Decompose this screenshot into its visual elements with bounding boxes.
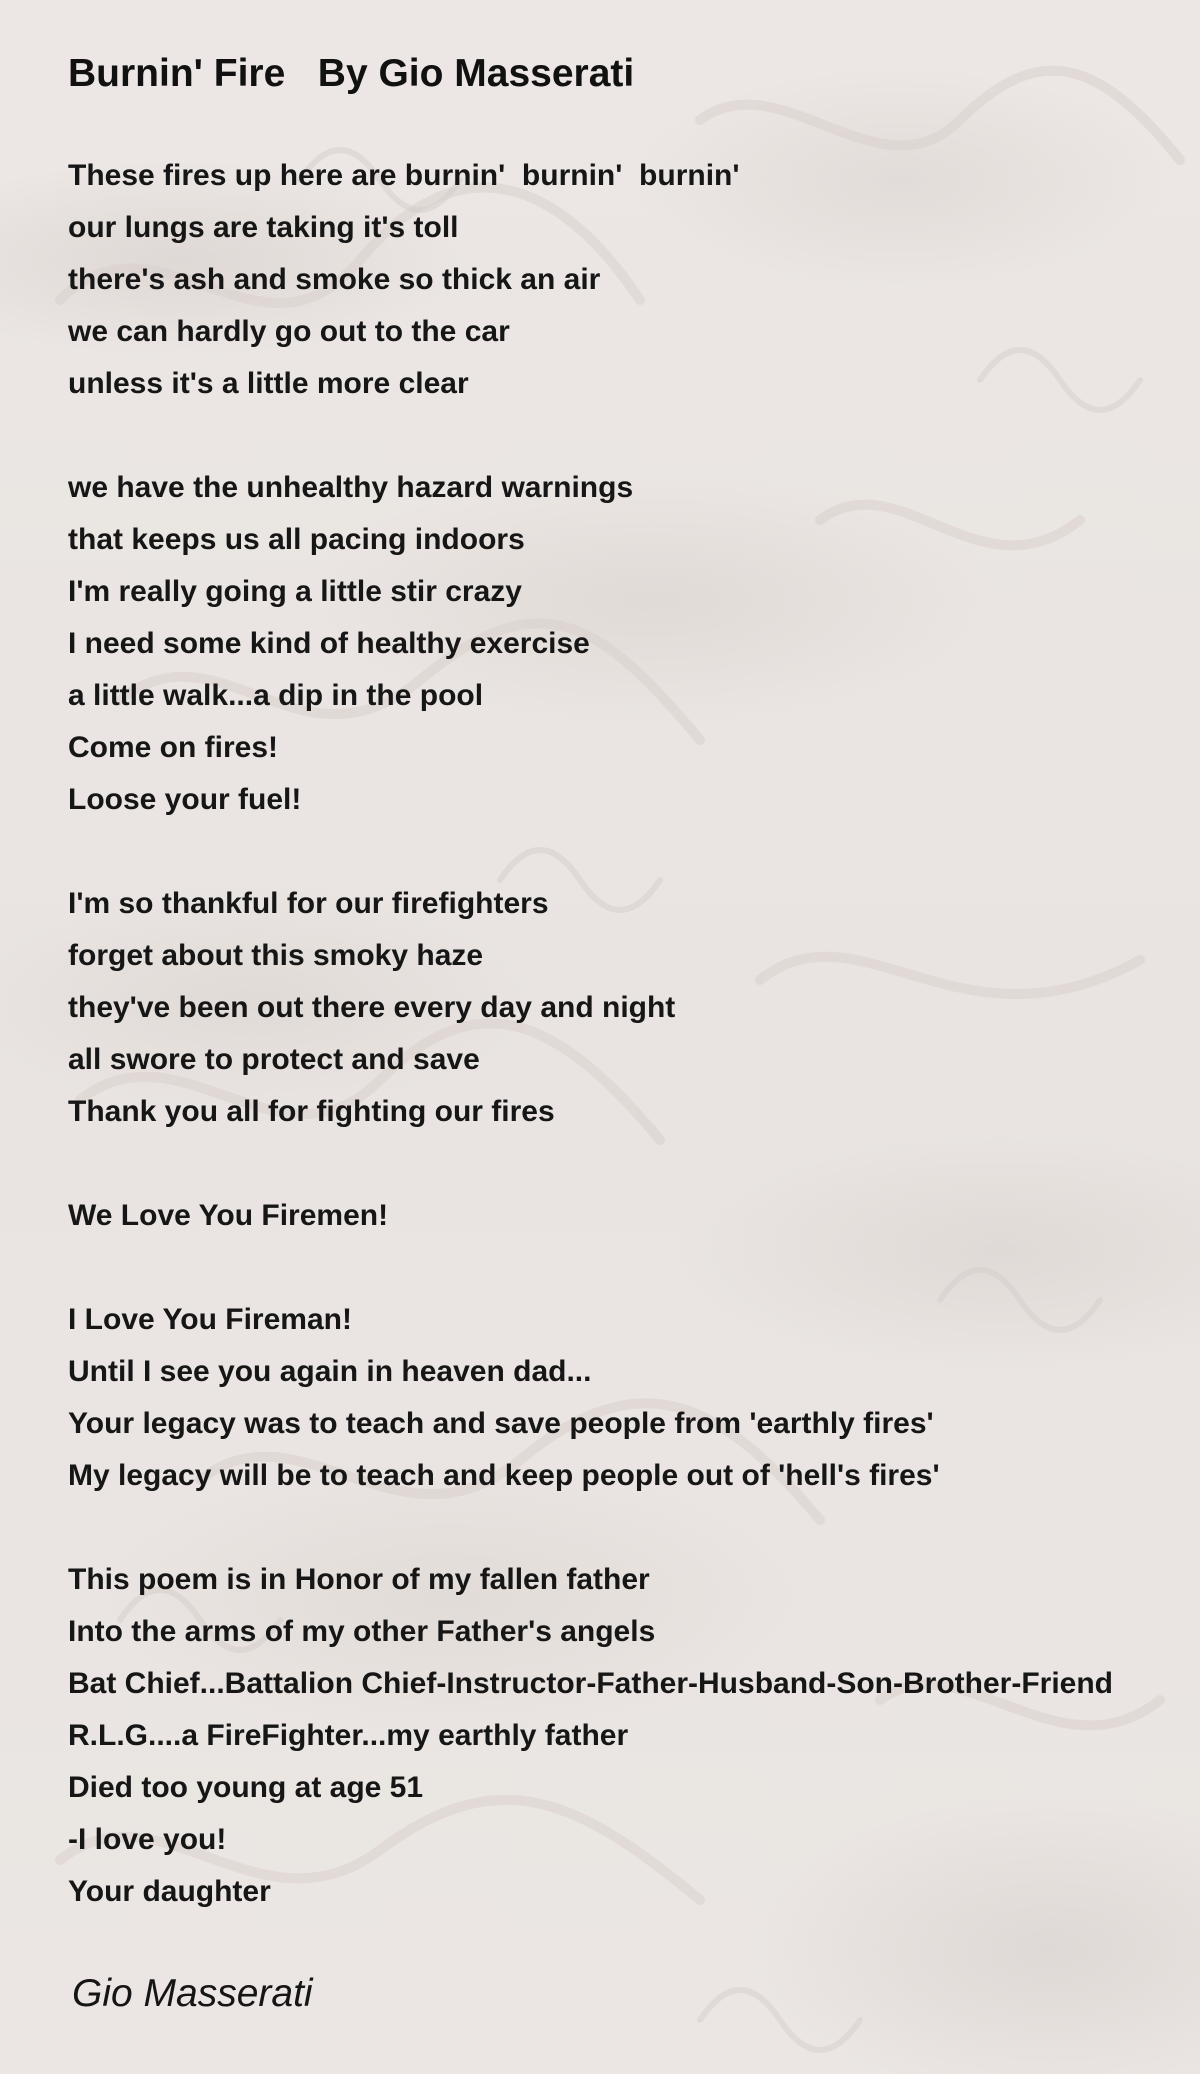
poem-line: We Love You Firemen! [68,1199,389,1232]
poem-line: I'm really going a little stir crazy [68,575,522,608]
poem-line: that keeps us all pacing indoors [68,523,525,556]
poem-line: they've been out there every day and night [68,991,676,1024]
poem-line: Died too young at age 51 [68,1771,424,1804]
poem-line: I Love You Fireman! [68,1303,352,1336]
author-signature: Gio Masserati [72,1972,313,2015]
poem-line: These fires up here are burnin' burnin' burnin' [68,159,740,192]
stanza [68,1554,1198,1918]
poem-body [68,150,1198,1970]
poem-line: Bat Chief...Battalion Chief-Instructor-Father-Husband-Son-Brother-Friend [68,1667,1113,1700]
poem-line: Loose your fuel! [68,783,302,816]
poem-line: all swore to protect and save [68,1043,480,1076]
stanza [68,150,1198,410]
poem-line: we have the unhealthy hazard warnings [68,471,634,504]
stanza [68,1190,1198,1242]
stanza [68,462,1198,826]
poem-line: forget about this smoky haze [68,939,484,972]
poem-line: unless it's a little more clear [68,367,469,400]
stanza [68,1294,1198,1502]
poem-line: Until I see you again in heaven dad... [68,1355,592,1388]
poem-line: we can hardly go out to the car [68,315,510,348]
poem-line: Into the arms of my other Father's angels [68,1615,656,1648]
stanza [68,878,1198,1138]
poem-line: Your daughter [68,1875,271,1908]
poem-title: Burnin' Fire By Gio Masserati [68,52,635,95]
poem-line: Thank you all for fighting our fires [68,1095,555,1128]
poem-line: -I love you! [68,1823,227,1856]
poem-line: My legacy will be to teach and keep people out of 'hell's fires' [68,1459,940,1492]
poem-line: a little walk...a dip in the pool [68,679,484,712]
poem-line: there's ash and smoke so thick an air [68,263,601,296]
poem-line: Your legacy was to teach and save people from 'earthly fires' [68,1407,934,1440]
poem-line: R.L.G....a FireFighter...my earthly father [68,1719,629,1752]
poem-line: Come on fires! [68,731,279,764]
poem-line: I need some kind of healthy exercise [68,627,590,660]
poem-line: I'm so thankful for our firefighters [68,887,549,920]
poem-line: our lungs are taking it's toll [68,211,459,244]
poem-line: This poem is in Honor of my fallen father [68,1563,650,1596]
